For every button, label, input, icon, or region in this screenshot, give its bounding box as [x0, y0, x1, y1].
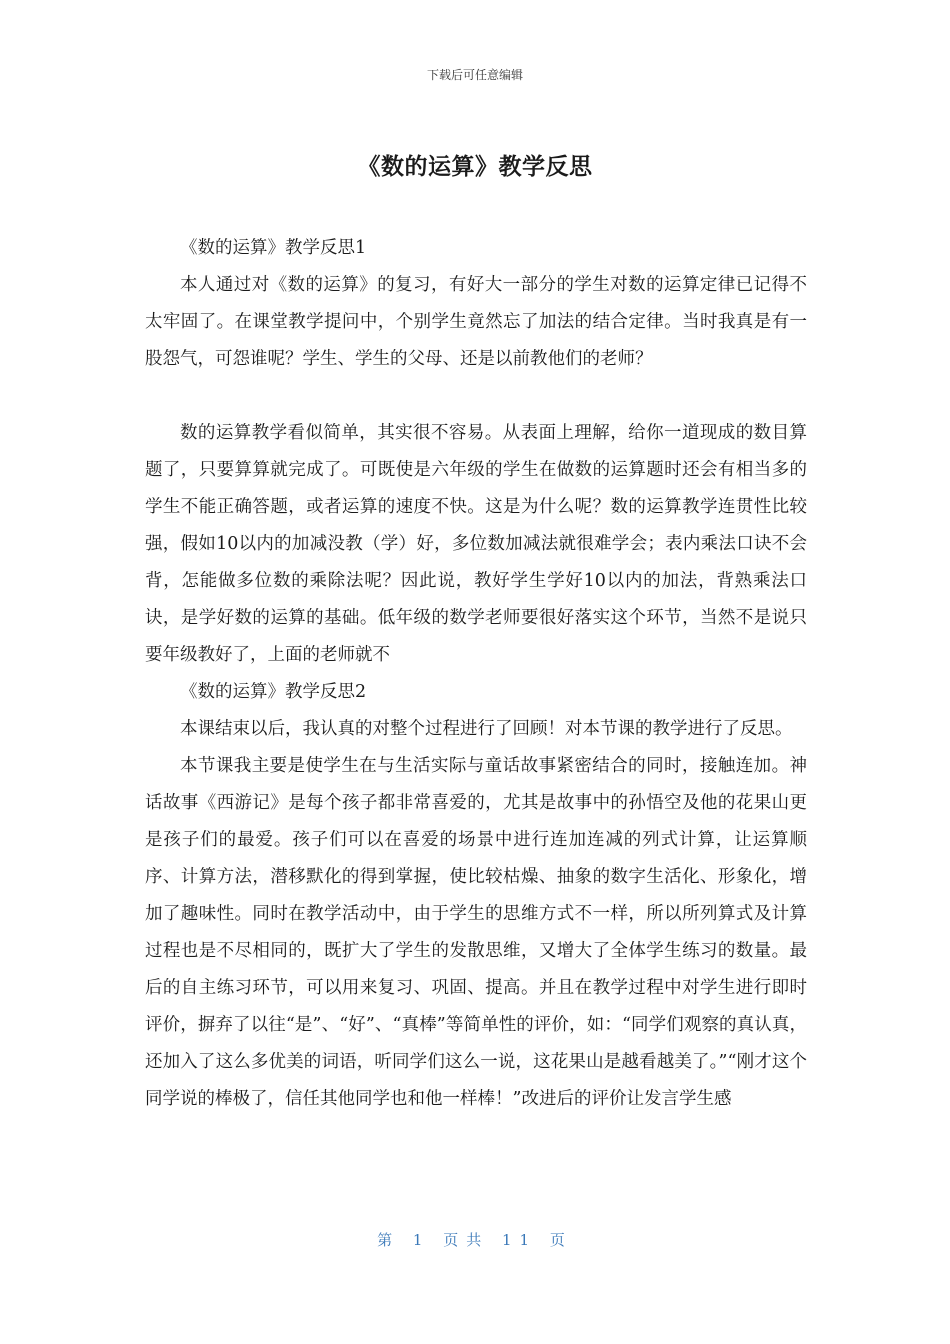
section-heading-1: 《数的运算》教学反思1: [180, 238, 367, 258]
page-header-note: 下载后可任意编辑: [426, 68, 523, 82]
section-heading-2: 《数的运算》教学反思2: [180, 682, 367, 702]
document-body: [145, 230, 807, 1118]
paragraph: 本节课我主要是使学生在与生活实际与童话故事紧密结合的同时，接触连加。神话故事《西游记》是每个孩子都非常喜爱的，尤其是故事中的孙悟空及他的花果山更是孩子们的最爱。孩子们可以在喜爱的场景中进行连加连减的列式计算，让运算顺序、计算方法，潜移默化的得到掌握，使比较枯燥、抽象的数字生活化、形象化，增加了趣味性。同时在教学活动中，由于学生的思维方式不一样，所以所列算式及计算过程也是不尽相同的，既扩大了学生的发散思维，又增大了全体学生练习的数量。最后的自主练习环节，可以用来复习、巩固、提高。并且在教学过程中对学生进行即时评价，摒弃了以往“是”、“好”、“真棒”等简单性的评价，如：“同学们观察的真认真，还加入了这么多优美的词语，听同学们这么一说，这花果山是越看越美了。”“刚才这个同学说的棒极了，信任其他同学也和他一样棒！”改进后的评价让发言学生感: [145, 756, 807, 1109]
paragraph: 本人通过对《数的运算》的复习，有好大一部分的学生对数的运算定律已记得不太牢固了。在课堂教学提问中，个别学生竟然忘了加法的结合定律。当时我真是有一股怨气，可怨谁呢？学生、学生的父母、还是以前教他们的老师？: [145, 275, 807, 369]
paragraph: 本课结束以后，我认真的对整个过程进行了回顾！对本节课的教学进行了反思。: [180, 719, 793, 739]
page-number-footer: 第 1 页共 11 页: [377, 1231, 573, 1249]
document-title: 《数的运算》教学反思: [357, 154, 593, 180]
paragraph: 数的运算教学看似简单，其实很不容易。从表面上理解，给你一道现成的数目算题了，只要算算就完成了。可既使是六年级的学生在做数的运算题时还会有相当多的学生不能正确答题，或者运算的速度不快。这是为什么呢？数的运算教学连贯性比较强，假如10以内的加减没教（学）好，多位数加减法就很难学会；表内乘法口诀不会背，怎能做多位数的乘除法呢？因此说，教好学生学好10以内的加法，背熟乘法口诀，是学好数的运算的基础。低年级的数学老师要很好落实这个环节，当然不是说只要年级教好了，上面的老师就不: [145, 423, 807, 665]
